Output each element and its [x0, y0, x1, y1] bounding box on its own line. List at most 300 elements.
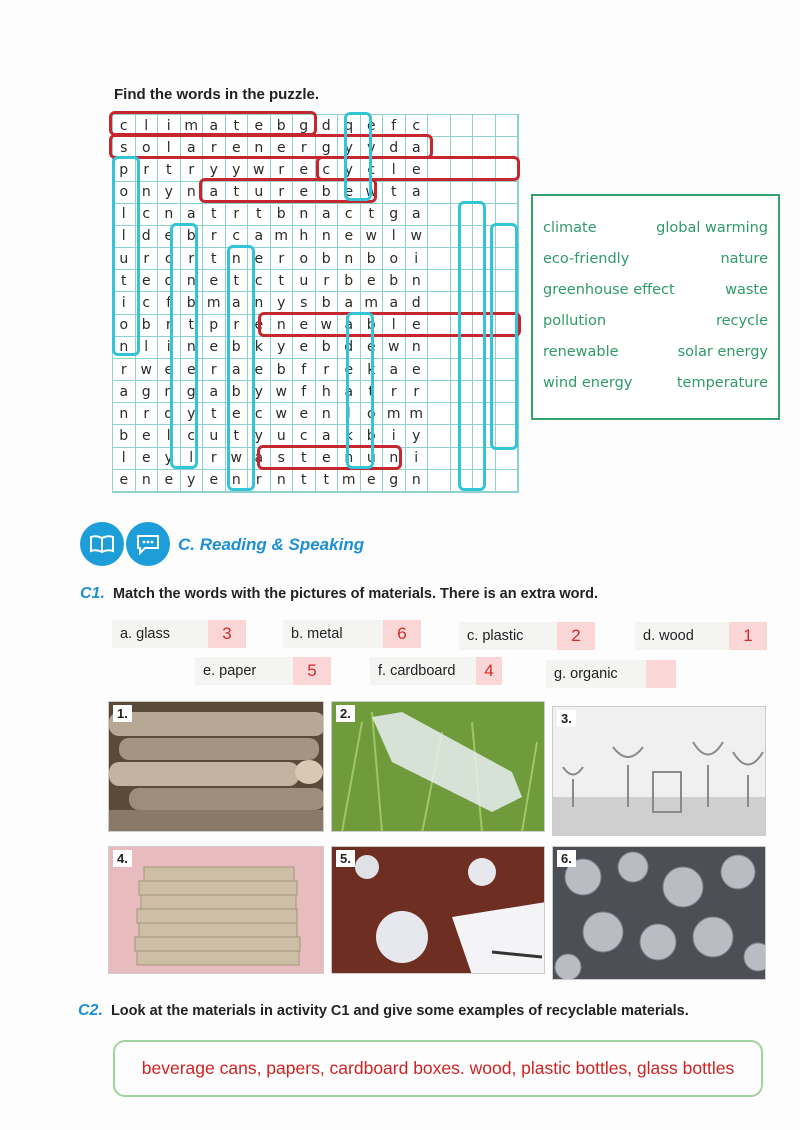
grid-cell-empty: [496, 470, 519, 492]
word-item: greenhouse effect: [543, 282, 675, 298]
grid-cell: t: [293, 448, 316, 470]
grid-cell: u: [361, 448, 384, 470]
grid-cell: t: [226, 270, 249, 292]
option-label: [635, 622, 729, 650]
c2-instruction-row: [78, 1002, 689, 1020]
grid-cell-empty: [496, 248, 519, 270]
option-a: [112, 620, 246, 648]
grid-cell: e: [248, 359, 271, 381]
answer-box[interactable]: [646, 660, 676, 688]
grid-cell-empty: [496, 425, 519, 447]
grid-cell: y: [271, 292, 294, 314]
grid-cell: e: [293, 337, 316, 359]
grid-cell: n: [181, 182, 204, 204]
grid-cell: b: [113, 425, 136, 447]
speech-bubble-icon: [126, 522, 170, 566]
grid-cell: e: [248, 115, 271, 137]
grid-cell: o: [136, 137, 159, 159]
grid-cell: a: [203, 182, 226, 204]
option-g: [546, 660, 676, 688]
grid-cell: n: [338, 248, 361, 270]
photo-number: 2.: [336, 705, 355, 722]
grid-cell: e: [181, 359, 204, 381]
grid-cell: b: [383, 270, 406, 292]
grid-cell: e: [406, 359, 429, 381]
grid-cell-empty: [451, 359, 474, 381]
grid-cell: n: [316, 226, 339, 248]
word-list-left: [543, 218, 675, 393]
grid-cell: a: [406, 204, 429, 226]
grid-cell: b: [361, 315, 384, 337]
grid-cell: a: [248, 448, 271, 470]
grid-cell: o: [113, 182, 136, 204]
grid-cell: d: [316, 115, 339, 137]
glassware-image: [553, 707, 766, 836]
grid-cell: r: [316, 359, 339, 381]
grid-cell: y: [406, 425, 429, 447]
grid-cell: u: [271, 425, 294, 447]
grid-cell: g: [383, 470, 406, 492]
grid-cell-empty: [428, 226, 451, 248]
grid-cell: n: [181, 337, 204, 359]
option-c: [459, 622, 595, 650]
grid-cell: c: [361, 159, 384, 181]
c2-instruction: Look at the materials in activity C1 and give some examples of recyclable materials.: [110, 1003, 689, 1019]
grid-cell: r: [136, 159, 159, 181]
photo-number: 5.: [336, 850, 355, 867]
grid-cell: m: [181, 115, 204, 137]
grid-cell: l: [158, 425, 181, 447]
grid-cell: r: [406, 381, 429, 403]
grid-cell: k: [361, 359, 384, 381]
grid-cell-empty: [496, 337, 519, 359]
grid-cell: w: [136, 359, 159, 381]
grid-cell: e: [271, 137, 294, 159]
grid-cell-empty: [451, 425, 474, 447]
grid-cell-empty: [496, 292, 519, 314]
section-title: C. Reading & Speaking: [178, 535, 365, 554]
grid-cell: u: [293, 270, 316, 292]
grid-cell: m: [383, 403, 406, 425]
grid-cell: n: [293, 204, 316, 226]
c2-answer-text: beverage cans, papers, cardboard boxes. wood, plastic bottles, glass bottles: [141, 1058, 735, 1078]
grid-cell: e: [361, 270, 384, 292]
grid-cell: f: [158, 292, 181, 314]
grid-cell: k: [338, 425, 361, 447]
wordsearch-grid: [112, 114, 519, 493]
grid-cell: l: [113, 204, 136, 226]
grid-cell: r: [203, 226, 226, 248]
grid-cell: e: [338, 182, 361, 204]
grid-cell: a: [113, 381, 136, 403]
grid-cell-empty: [473, 115, 496, 137]
grid-cell-empty: [473, 182, 496, 204]
grid-cell: r: [203, 359, 226, 381]
plastic-bottle-image: [332, 702, 545, 832]
grid-cell: e: [248, 248, 271, 270]
grid-cell-empty: [428, 381, 451, 403]
grid-cell: h: [293, 226, 316, 248]
option-label: [283, 620, 383, 648]
grid-cell: n: [248, 292, 271, 314]
option-f: [370, 657, 502, 685]
grid-cell: e: [226, 403, 249, 425]
grid-cell: t: [226, 425, 249, 447]
grid-cell: d: [406, 292, 429, 314]
grid-cell: e: [203, 270, 226, 292]
answer-box[interactable]: 4: [476, 657, 502, 685]
grid-cell: a: [383, 359, 406, 381]
word-item: solar energy: [677, 344, 768, 360]
grid-cell-empty: [473, 425, 496, 447]
grid-cell: a: [406, 182, 429, 204]
grid-cell: t: [383, 182, 406, 204]
grid-cell: s: [271, 448, 294, 470]
grid-cell: c: [406, 115, 429, 137]
grid-cell-empty: [496, 359, 519, 381]
grid-cell: a: [316, 425, 339, 447]
grid-cell: i: [406, 448, 429, 470]
grid-cell: a: [203, 115, 226, 137]
grid-cell: i: [158, 337, 181, 359]
grid-cell: c: [136, 292, 159, 314]
grid-cell: w: [361, 226, 384, 248]
grid-cell-empty: [451, 248, 474, 270]
grid-cell: b: [226, 381, 249, 403]
grid-cell: e: [158, 226, 181, 248]
grid-cell-empty: [428, 137, 451, 159]
grid-cell: e: [406, 315, 429, 337]
grid-cell: l: [383, 226, 406, 248]
grid-cell: r: [181, 248, 204, 270]
grid-cell-empty: [451, 448, 474, 470]
grid-cell-empty: [428, 182, 451, 204]
grid-cell: n: [113, 403, 136, 425]
grid-cell: a: [338, 381, 361, 403]
option-letter: g.: [554, 666, 567, 682]
answer-box[interactable]: 2: [557, 622, 595, 650]
grid-cell: b: [361, 248, 384, 270]
grid-cell: n: [113, 337, 136, 359]
grid-cell: t: [158, 159, 181, 181]
option-e: [195, 657, 331, 685]
grid-cell: a: [406, 137, 429, 159]
grid-cell: a: [226, 292, 249, 314]
grid-cell: y: [338, 159, 361, 181]
grid-cell: n: [406, 337, 429, 359]
grid-cell: u: [113, 248, 136, 270]
grid-cell: r: [136, 403, 159, 425]
option-letter: b.: [291, 626, 304, 642]
grid-cell: e: [226, 137, 249, 159]
grid-cell: e: [361, 337, 384, 359]
grid-cell: e: [338, 359, 361, 381]
grid-cell: e: [158, 470, 181, 492]
grid-cell: n: [226, 470, 249, 492]
option-word: paper: [219, 663, 257, 679]
photo-cardboard: [108, 846, 324, 974]
option-letter: e.: [203, 663, 216, 679]
grid-cell-empty: [473, 248, 496, 270]
grid-cell: y: [158, 448, 181, 470]
grid-cell: e: [316, 448, 339, 470]
grid-cell-empty: [428, 292, 451, 314]
grid-cell: e: [136, 448, 159, 470]
grid-cell: y: [248, 381, 271, 403]
grid-cell: l: [136, 115, 159, 137]
grid-cell-empty: [496, 137, 519, 159]
grid-cell: r: [158, 315, 181, 337]
grid-cell: s: [113, 137, 136, 159]
grid-cell-empty: [473, 403, 496, 425]
grid-cell: e: [361, 470, 384, 492]
grid-cell: n: [158, 381, 181, 403]
grid-cell: r: [181, 159, 204, 181]
grid-cell: n: [383, 448, 406, 470]
grid-cell-empty: [451, 226, 474, 248]
grid-cell-empty: [496, 115, 519, 137]
grid-cell: w: [271, 381, 294, 403]
grid-cell-empty: [451, 470, 474, 492]
grid-cell: n: [136, 470, 159, 492]
grid-cell: v: [361, 137, 384, 159]
grid-cell: i: [158, 115, 181, 137]
grid-cell: m: [406, 403, 429, 425]
grid-cell-empty: [451, 204, 474, 226]
grid-cell-empty: [428, 337, 451, 359]
grid-cell: t: [203, 403, 226, 425]
option-word: organic: [570, 666, 618, 682]
grid-cell: t: [203, 248, 226, 270]
grid-cell: l: [158, 137, 181, 159]
grid-cell: r: [271, 159, 294, 181]
grid-cell: c: [316, 159, 339, 181]
grid-cell-empty: [473, 226, 496, 248]
grid-cell: r: [293, 137, 316, 159]
grid-cell: b: [316, 337, 339, 359]
grid-cell: g: [316, 137, 339, 159]
grid-cell: b: [181, 226, 204, 248]
grid-cell: w: [226, 448, 249, 470]
grid-cell: w: [271, 403, 294, 425]
c2-answer-box[interactable]: [113, 1040, 763, 1097]
grid-cell-empty: [496, 381, 519, 403]
grid-cell: w: [316, 315, 339, 337]
grid-cell: o: [293, 248, 316, 270]
grid-cell: t: [203, 204, 226, 226]
grid-cell-empty: [428, 448, 451, 470]
grid-cell: r: [203, 137, 226, 159]
grid-cell: f: [293, 359, 316, 381]
grid-cell: f: [293, 381, 316, 403]
grid-cell: d: [338, 337, 361, 359]
grid-cell: m: [338, 470, 361, 492]
cardboard-stack-image: [109, 847, 324, 974]
photo-paper: [331, 846, 545, 974]
option-letter: a.: [120, 626, 133, 642]
grid-cell: t: [361, 204, 384, 226]
grid-cell-empty: [428, 425, 451, 447]
grid-cell: n: [226, 248, 249, 270]
c1-number: C1.: [80, 585, 105, 602]
photo-number: 6.: [557, 850, 576, 867]
grid-cell-empty: [473, 381, 496, 403]
grid-cell: r: [383, 381, 406, 403]
grid-cell: s: [293, 292, 316, 314]
grid-cell-empty: [473, 337, 496, 359]
grid-cell: n: [271, 315, 294, 337]
photo-number: 3.: [557, 710, 576, 727]
grid-cell: c: [248, 403, 271, 425]
grid-cell: b: [361, 425, 384, 447]
grid-cell: e: [338, 226, 361, 248]
grid-cell: y: [203, 159, 226, 181]
book-icon: [80, 522, 124, 566]
grid-cell: b: [271, 115, 294, 137]
word-item: eco-friendly: [543, 251, 630, 267]
grid-cell: d: [158, 403, 181, 425]
word-list-box: [531, 194, 780, 420]
answer-box[interactable]: 6: [383, 620, 421, 648]
grid-cell: m: [361, 292, 384, 314]
grid-cell: n: [316, 403, 339, 425]
photo-wood: [108, 701, 324, 832]
answer-box[interactable]: 5: [293, 657, 331, 685]
grid-cell-empty: [428, 115, 451, 137]
grid-cell-empty: [451, 182, 474, 204]
grid-cell: i: [113, 292, 136, 314]
grid-cell: e: [248, 315, 271, 337]
grid-cell: n: [158, 204, 181, 226]
grid-cell: o: [158, 270, 181, 292]
option-letter: d.: [643, 628, 656, 644]
grid-cell-empty: [496, 226, 519, 248]
grid-cell-empty: [428, 248, 451, 270]
grid-cell: r: [271, 248, 294, 270]
grid-cell: b: [316, 248, 339, 270]
grid-cell: t: [226, 182, 249, 204]
word-list-right: [656, 218, 768, 393]
word-item: pollution: [543, 313, 607, 329]
c1-instruction-row: [80, 585, 598, 603]
grid-cell-empty: [496, 182, 519, 204]
grid-cell: b: [316, 182, 339, 204]
grid-cell: y: [248, 425, 271, 447]
grid-cell: r: [316, 270, 339, 292]
grid-cell: e: [293, 159, 316, 181]
grid-cell: e: [136, 270, 159, 292]
grid-cell: b: [316, 292, 339, 314]
grid-cell: t: [316, 470, 339, 492]
answer-box[interactable]: 1: [729, 622, 767, 650]
word-item: renewable: [543, 344, 619, 360]
option-label: [459, 622, 557, 650]
grid-cell: m: [203, 292, 226, 314]
grid-cell: g: [181, 381, 204, 403]
option-label: [546, 660, 646, 688]
grid-cell: a: [338, 292, 361, 314]
grid-cell: d: [136, 226, 159, 248]
grid-cell: t: [361, 381, 384, 403]
grid-cell: t: [181, 315, 204, 337]
grid-cell: o: [361, 403, 384, 425]
grid-cell-empty: [473, 137, 496, 159]
grid-cell: a: [316, 204, 339, 226]
grid-cell: c: [248, 270, 271, 292]
grid-cell: g: [293, 115, 316, 137]
grid-cell: a: [181, 204, 204, 226]
grid-cell-empty: [496, 448, 519, 470]
option-word: metal: [307, 626, 343, 642]
grid-cell: p: [203, 315, 226, 337]
grid-cell: a: [248, 226, 271, 248]
grid-cell: u: [248, 182, 271, 204]
grid-cell: e: [293, 182, 316, 204]
grid-cell: c: [181, 425, 204, 447]
photo-plastic: [331, 701, 545, 832]
grid-cell: n: [406, 470, 429, 492]
grid-cell: u: [203, 425, 226, 447]
word-item: nature: [720, 251, 768, 267]
grid-cell: t: [226, 115, 249, 137]
grid-cell-empty: [451, 292, 474, 314]
grid-cell-empty: [473, 159, 496, 181]
grid-cell-empty: [451, 159, 474, 181]
grid-cell: c: [293, 425, 316, 447]
grid-cell: h: [316, 381, 339, 403]
grid-cell-empty: [496, 204, 519, 226]
option-word: wood: [659, 628, 694, 644]
grid-cell: g: [383, 204, 406, 226]
option-word: plastic: [482, 628, 524, 644]
grid-cell: e: [203, 337, 226, 359]
word-item: temperature: [676, 375, 768, 391]
grid-cell-empty: [428, 359, 451, 381]
grid-cell: t: [271, 270, 294, 292]
grid-cell-empty: [451, 115, 474, 137]
answer-box[interactable]: 3: [208, 620, 246, 648]
grid-cell: b: [271, 204, 294, 226]
option-b: [283, 620, 421, 648]
grid-cell: m: [271, 226, 294, 248]
grid-cell: y: [181, 470, 204, 492]
option-label: [112, 620, 208, 648]
grid-cell-empty: [473, 359, 496, 381]
grid-cell: b: [226, 337, 249, 359]
grid-cell-empty: [428, 270, 451, 292]
option-d: [635, 622, 767, 650]
grid-cell-empty: [473, 315, 496, 337]
grid-cell-empty: [428, 204, 451, 226]
word-item: global warming: [656, 220, 768, 236]
grid-cell: w: [383, 337, 406, 359]
grid-cell-empty: [451, 381, 474, 403]
c2-number: C2.: [78, 1002, 103, 1019]
grid-cell: d: [383, 137, 406, 159]
photo-number: 4.: [113, 850, 132, 867]
photo-glass: [552, 706, 766, 836]
grid-cell: k: [248, 337, 271, 359]
grid-cell-empty: [451, 137, 474, 159]
option-letter: c.: [467, 628, 479, 644]
grid-cell: p: [113, 159, 136, 181]
grid-cell: l: [338, 403, 361, 425]
word-item: waste: [725, 282, 768, 298]
grid-cell: t: [248, 204, 271, 226]
grid-cell: a: [226, 359, 249, 381]
grid-cell: e: [293, 403, 316, 425]
grid-cell: c: [158, 248, 181, 270]
